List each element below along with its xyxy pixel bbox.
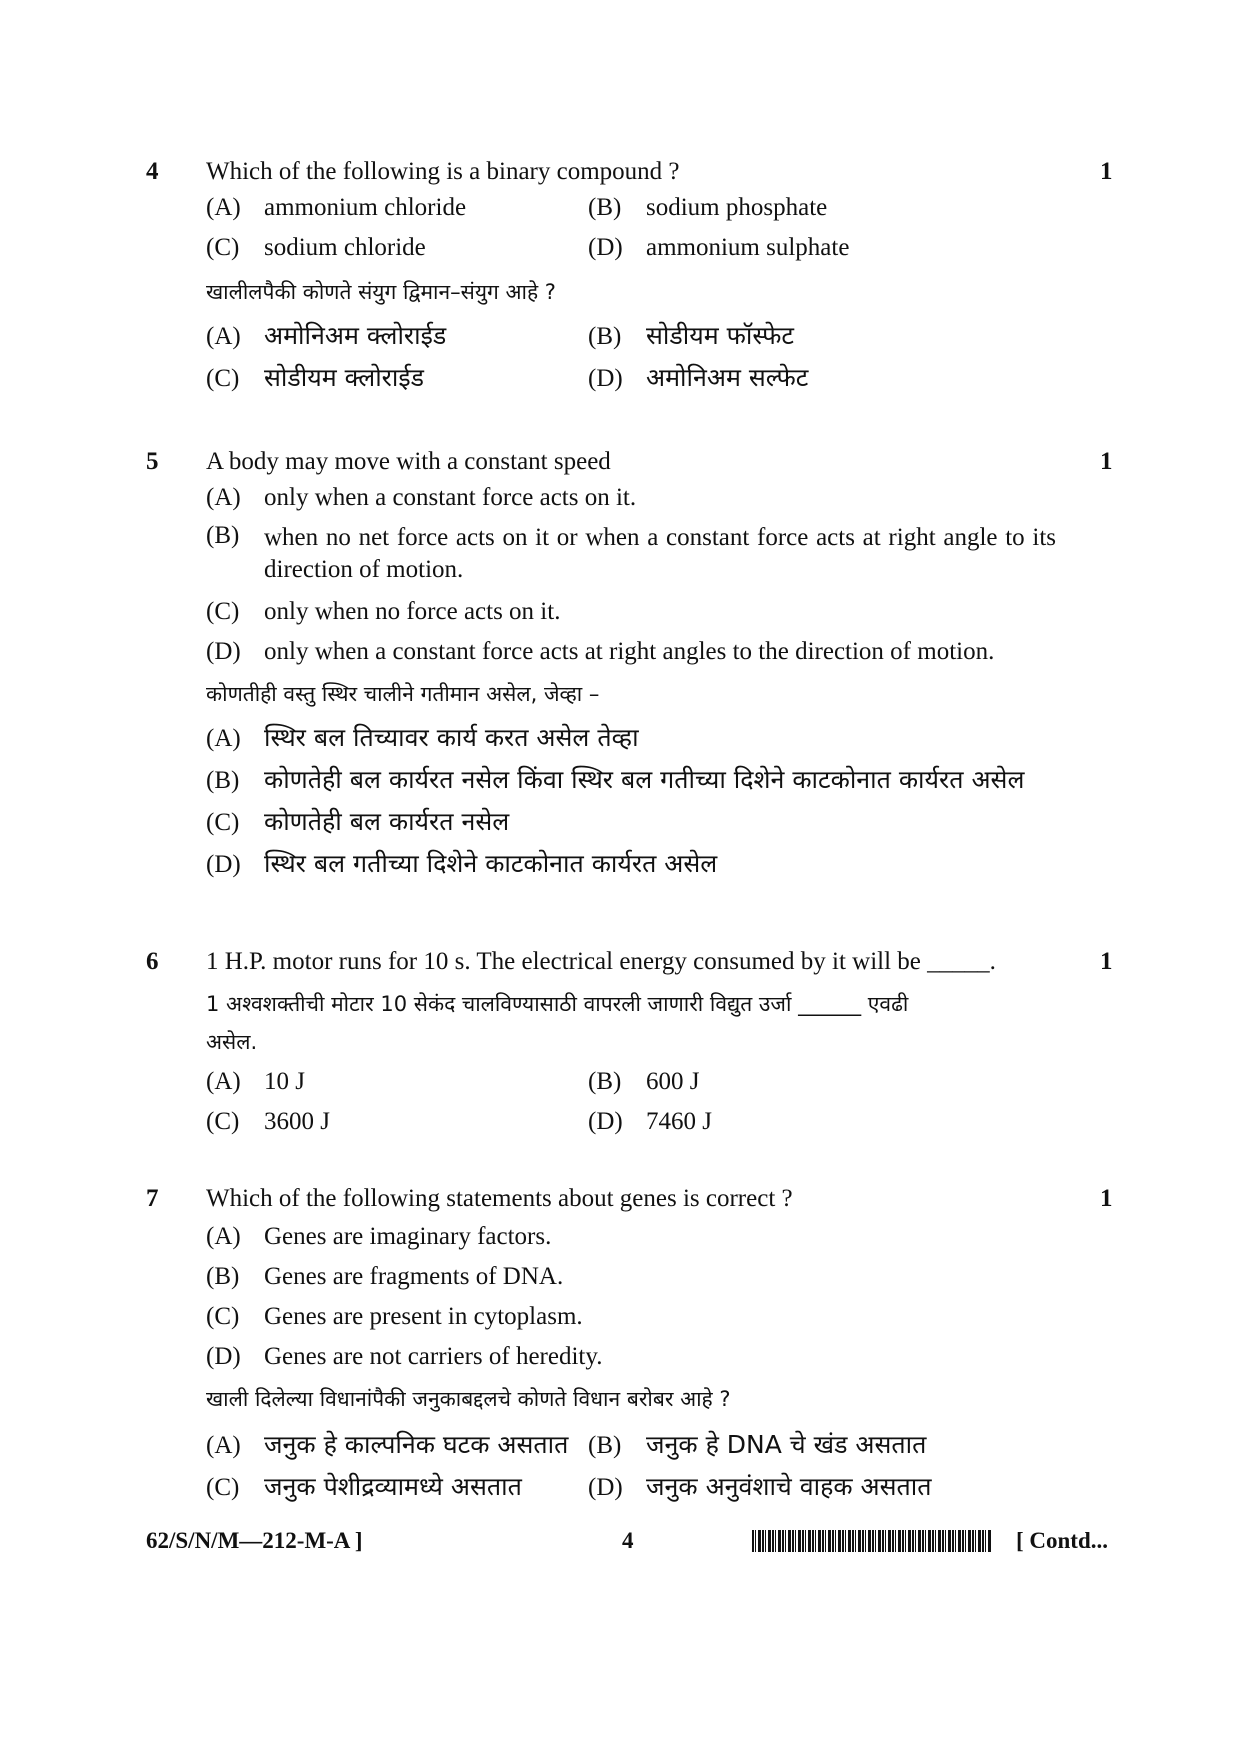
option-d-en: (D) Genes are not carriers of heredity. — [206, 1343, 603, 1370]
option-b-en: (B) Genes are fragments of DNA. — [206, 1263, 564, 1290]
question-number: 6 — [146, 948, 159, 975]
option-c-mr: (C) सोडीयम क्लोराईड — [206, 363, 425, 392]
question-marks: 1 — [1100, 448, 1113, 475]
question-number: 4 — [146, 158, 159, 185]
continued-label: [ Contd... — [1016, 1528, 1109, 1553]
question-text-en: A body may move with a constant speed — [206, 448, 611, 475]
option-d-en: (D) only when a constant force acts at right angles to the direction of motion. — [206, 638, 995, 665]
option-a-mr: (A) अमोनिअम क्लोराईड — [206, 321, 447, 350]
question-text-en: Which of the following statements about genes is correct ? — [206, 1185, 793, 1212]
option-c: (C) 3600 J — [206, 1108, 330, 1135]
option-a-mr: (A) स्थिर बल तिच्यावर कार्य करत असेल तेव्हा — [206, 723, 639, 752]
option-b-mr: (B) जनुक हे DNA चे खंड असतात — [588, 1430, 927, 1459]
question-marks: 1 — [1100, 1185, 1113, 1212]
question-text-en: Which of the following is a binary compound ? — [206, 158, 680, 185]
barcode-icon — [752, 1530, 992, 1552]
option-d-mr: (D) अमोनिअम सल्फेट — [588, 363, 809, 392]
option-b-en: (B) when no net force acts on it or when a constant force acts at right angle to its direction of motion. — [206, 522, 1056, 583]
option-a: (A) 10 J — [206, 1068, 305, 1095]
option-a-en: (A) Genes are imaginary factors. — [206, 1223, 552, 1250]
page-number: 4 — [622, 1528, 634, 1553]
option-d-en: (D) ammonium sulphate — [588, 234, 850, 261]
question-text-mr: खाली दिलेल्या विधानांपैकी जनुकाबद्दलचे कोणते विधान बरोबर आहे ? — [206, 1387, 731, 1411]
question-text-mr: 1 अश्वशक्तीची मोटार 10 सेकंद चालविण्यासाठी वापरली जाणारी विद्युत उर्जा ______ एवढी — [206, 992, 909, 1016]
question-number: 7 — [146, 1185, 159, 1212]
question-number: 5 — [146, 448, 159, 475]
question-marks: 1 — [1100, 158, 1113, 185]
option-c-mr: (C) कोणतेही बल कार्यरत नसेल — [206, 807, 510, 836]
option-c-en: (C) only when no force acts on it. — [206, 598, 561, 625]
paper-code: 62/S/N/M—212-M-A ] — [146, 1528, 363, 1553]
option-a-en: (A) only when a constant force acts on it. — [206, 484, 637, 511]
question-text-mr-cont: असेल. — [206, 1030, 258, 1054]
option-c-en: (C) Genes are present in cytoplasm. — [206, 1303, 583, 1330]
option-c-en: (C) sodium chloride — [206, 234, 426, 261]
option-b-en: (B) sodium phosphate — [588, 194, 828, 221]
question-marks: 1 — [1100, 948, 1113, 975]
option-d: (D) 7460 J — [588, 1108, 712, 1135]
option-a-mr: (A) जनुक हे काल्पनिक घटक असतात — [206, 1430, 569, 1459]
option-b: (B) 600 J — [588, 1068, 700, 1095]
option-a-en: (A) ammonium chloride — [206, 194, 467, 221]
option-d-mr: (D) जनुक अनुवंशाचे वाहक असतात — [588, 1472, 932, 1501]
option-d-mr: (D) स्थिर बल गतीच्या दिशेने काटकोनात कार्यरत असेल — [206, 849, 718, 878]
option-c-mr: (C) जनुक पेशीद्रव्यामध्ये असतात — [206, 1472, 522, 1501]
question-text-en: 1 H.P. motor runs for 10 s. The electrical energy consumed by it will be _____. — [206, 948, 996, 975]
question-text-mr: खालीलपैकी कोणते संयुग द्विमान–संयुग आहे ? — [206, 280, 556, 304]
question-text-mr: कोणतीही वस्तु स्थिर चालीने गतीमान असेल, जेव्हा – — [206, 682, 600, 706]
option-b-mr: (B) सोडीयम फॉस्फेट — [588, 321, 794, 350]
option-b-mr: (B) कोणतेही बल कार्यरत नसेल किंवा स्थिर बल गतीच्या दिशेने काटकोनात कार्यरत असेल — [206, 765, 1025, 794]
